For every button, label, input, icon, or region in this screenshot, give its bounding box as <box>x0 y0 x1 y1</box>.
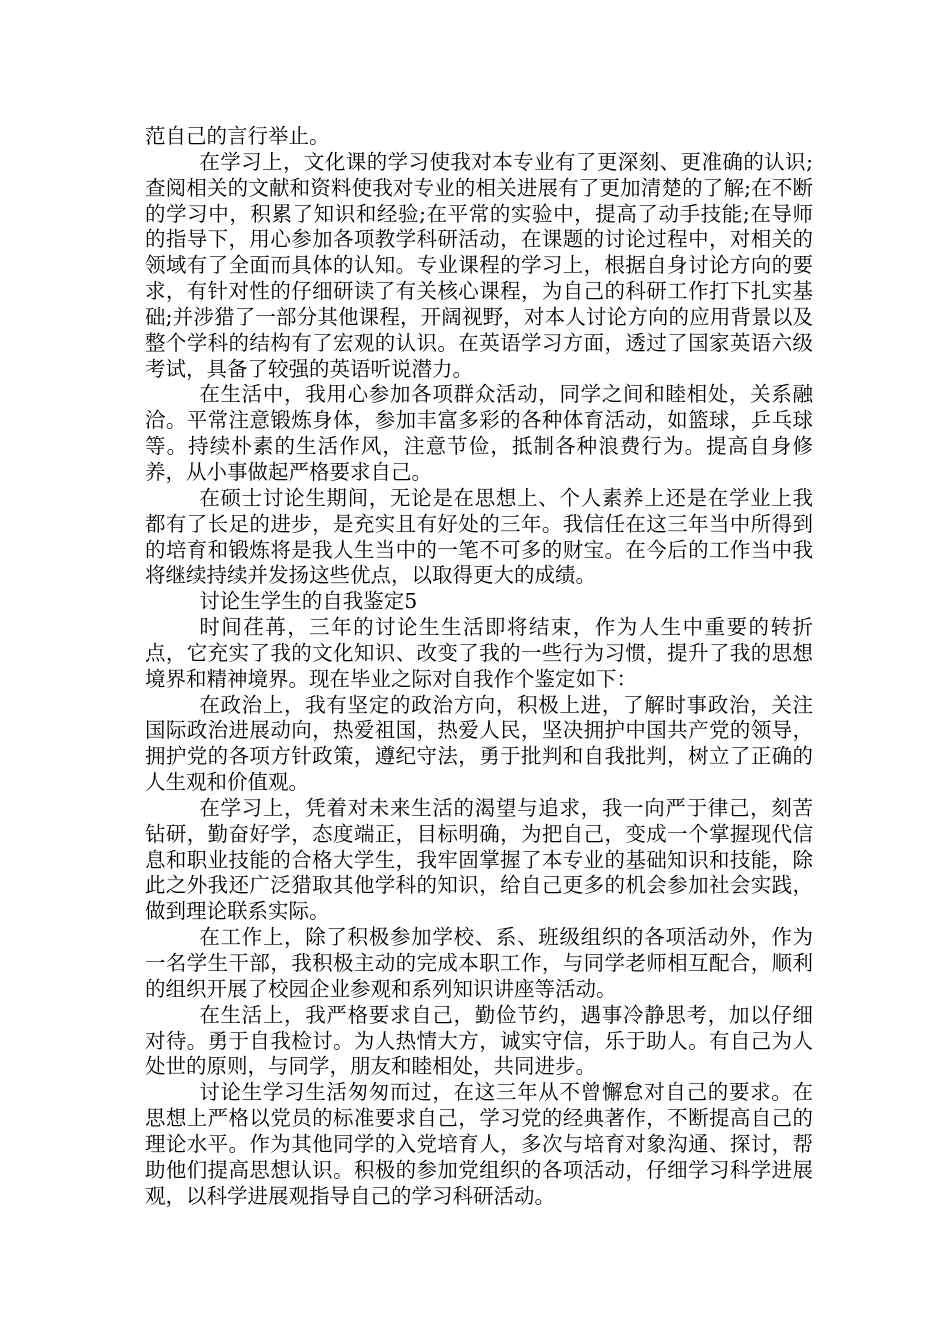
paragraph: 时间荏苒，三年的讨论生生活即将结束，作为人生中重要的转折点，它充实了我的文化知识、改变了我的一些行为习惯，提升了我的思想境界和精神境界。现在毕业之际对自我作个鉴定如下： <box>145 615 813 691</box>
section-heading: 讨论生学生的自我鉴定5 <box>199 589 418 614</box>
paragraph: 讨论生学习生活匆匆而过，在这三年从不曾懈怠对自己的要求。在思想上严格以党员的标准要求自己，学习党的经典著作，不断提高自己的理论水平。作为其他同学的入党培育人，多次与培育对象沟通、探讨，帮助他们提高思想认识。积极的参加党组织的各项活动，仔细学习科学进展观，以科学进展观指导自己的学习科研活动。 <box>145 1080 813 1208</box>
paragraph: 在工作上，除了积极参加学校、系、班级组织的各项活动外，作为一名学生干部，我积极主动的完成本职工作，与同学老师相互配合，顺利的组织开展了校园企业参观和系列知识讲座等活动。 <box>145 925 813 1001</box>
paragraph: 在学习上，文化课的学习使我对本专业有了更深刻、更准确的认识;查阅相关的文献和资料使我对专业的相关进展有了更加清楚的了解;在不断的学习中，积累了知识和经验;在平常的实验中，提高了动手技能;在导师的指导下，用心参加各项教学科研活动，在课题的讨论过程中，对相关的领域有了全面而具体的认知。专业课程的学习上，根据自身讨论方向的要求，有针对性的仔细研读了有关核心课程，为自己的科研工作打下扎实基础;并涉猎了一部分其他课程，开阔视野，对本人讨论方向的应用背景以及整个学科的结构有了宏观的认识。在英语学习方面，透过了国家英语六级考试，具备了较强的英语听说潜力。 <box>145 149 813 381</box>
paragraph: 范自己的言行举止。 <box>145 124 330 148</box>
paragraph: 在生活上，我严格要求自己，勤俭节约，遇事冷静思考，加以仔细对待。勇于自我检讨。为人热情大方，诚实守信，乐于助人。有自己为人处世的原则，与同学，朋友和睦相处，共同进步。 <box>145 1002 813 1079</box>
paragraph: 在硕士讨论生期间，无论是在思想上、个人素养上还是在学业上我都有了长足的进步，是充实且有好处的三年。我信任在这三年当中所得到的培育和锻炼将是我人生当中的一笔不可多的财宝。在今后的工作当中我将继续持续并发扬这些优点，以取得更大的成绩。 <box>145 485 813 588</box>
paragraph: 在生活中，我用心参加各项群众活动，同学之间和睦相处，关系融洽。平常注意锻炼身体，参加丰富多彩的各种体育活动，如篮球，乒乓球等。持续朴素的生活作风，注意节俭，抵制各种浪费行为。提高自身修养，从小事做起严格要求自己。 <box>145 382 813 484</box>
document-body <box>145 124 813 1209</box>
paragraph: 在学习上，凭着对未来生活的渴望与追求，我一向严于律己，刻苦钻研，勤奋好学，态度端正，目标明确，为把自己，变成一个掌握现代信息和职业技能的合格大学生，我牢固掌握了本专业的基础知识和技能，除此之外我还广泛猎取其他学科的知识，给自己更多的机会参加社会实践，做到理论联系实际。 <box>145 795 813 924</box>
paragraph: 在政治上，我有坚定的政治方向，积极上进，了解时事政治，关注国际政治进展动向，热爱祖国，热爱人民，坚决拥护中国共产党的领导，拥护党的各项方针政策，遵纪守法，勇于批判和自我批判，树立了正确的人生观和价值观。 <box>145 692 813 795</box>
